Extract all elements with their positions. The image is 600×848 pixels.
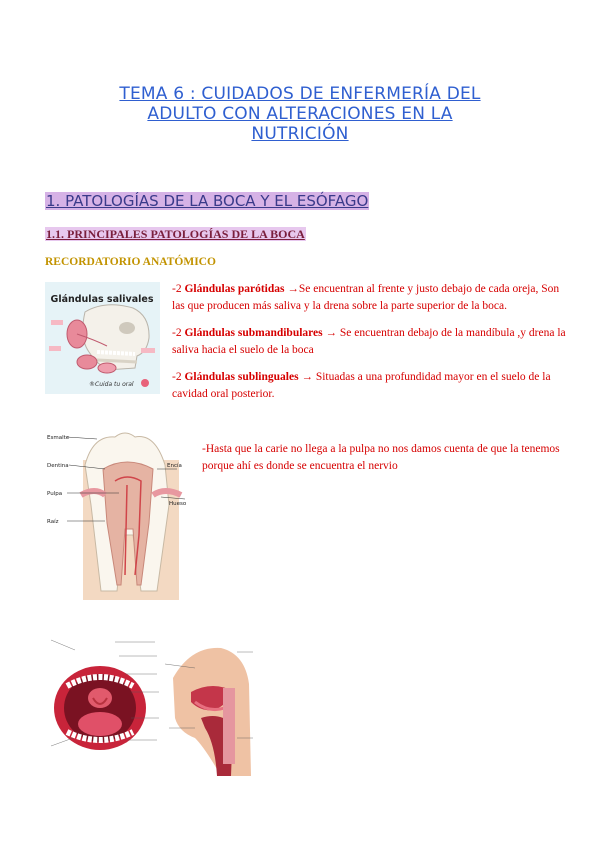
section-heading: 1. PATOLOGÍAS DE LA BOCA Y EL ESÓFAGO bbox=[46, 192, 369, 210]
gland-name-parotid: Glándulas parótidas bbox=[184, 283, 285, 295]
glands-description bbox=[172, 281, 567, 413]
gland-name-submandibular: Glándulas submandibulares bbox=[184, 327, 323, 339]
glands-image-footer: ®Cuida tu oral bbox=[89, 381, 134, 388]
title-line-3: NUTRICIÓN bbox=[251, 124, 349, 144]
title-line-2: ADULTO CON ALTERACIONES EN LA bbox=[147, 104, 453, 124]
caries-note: -Hasta que la carie no llega a la pulpa no nos damos cuenta de que la tenemos porque ahí es donde se encuentra el nervio bbox=[202, 443, 560, 472]
label-encia: Encía bbox=[167, 463, 182, 469]
salivary-glands-image bbox=[45, 282, 160, 394]
label-pulpa: Pulpa bbox=[47, 491, 63, 497]
label-hueso: Hueso bbox=[169, 501, 187, 507]
gland-item-sublingual: -2 Glándulas sublinguales → Situadas a una profundidad mayor en el suelo de la cavidad oral posterior. bbox=[172, 371, 551, 400]
label-dentina: Dentina bbox=[47, 463, 69, 469]
sub-subsection-heading: RECORDATORIO ANATÓMICO bbox=[45, 256, 216, 268]
gland-name-sublingual: Glándulas sublinguales bbox=[184, 371, 299, 383]
label-esmalte: Esmalte bbox=[47, 435, 70, 441]
title-line-1: TEMA 6 : CUIDADOS DE ENFERMERÍA DEL bbox=[119, 84, 481, 104]
subsection-heading: 1.1. PRINCIPALES PATOLOGÍAS DE LA BOCA bbox=[46, 227, 305, 241]
glands-image-title: Glándulas salivales bbox=[50, 294, 154, 305]
label-raiz: Raíz bbox=[47, 519, 59, 525]
oral-cavity-image bbox=[45, 628, 255, 776]
gland-item-parotid: -2 Glándulas parótidas →Se encuentran al frente y justo debajo de cada oreja, Son las que producen más saliva y la drena sobre la parte superior de la boca. bbox=[172, 283, 560, 312]
document-title bbox=[60, 84, 540, 144]
gland-item-submandibular: -2 Glándulas submandibulares → Se encuentran debajo de la mandíbula ,y drena la saliva hacia el suelo de la boca bbox=[172, 327, 566, 356]
tooth-anatomy-image bbox=[45, 425, 195, 600]
